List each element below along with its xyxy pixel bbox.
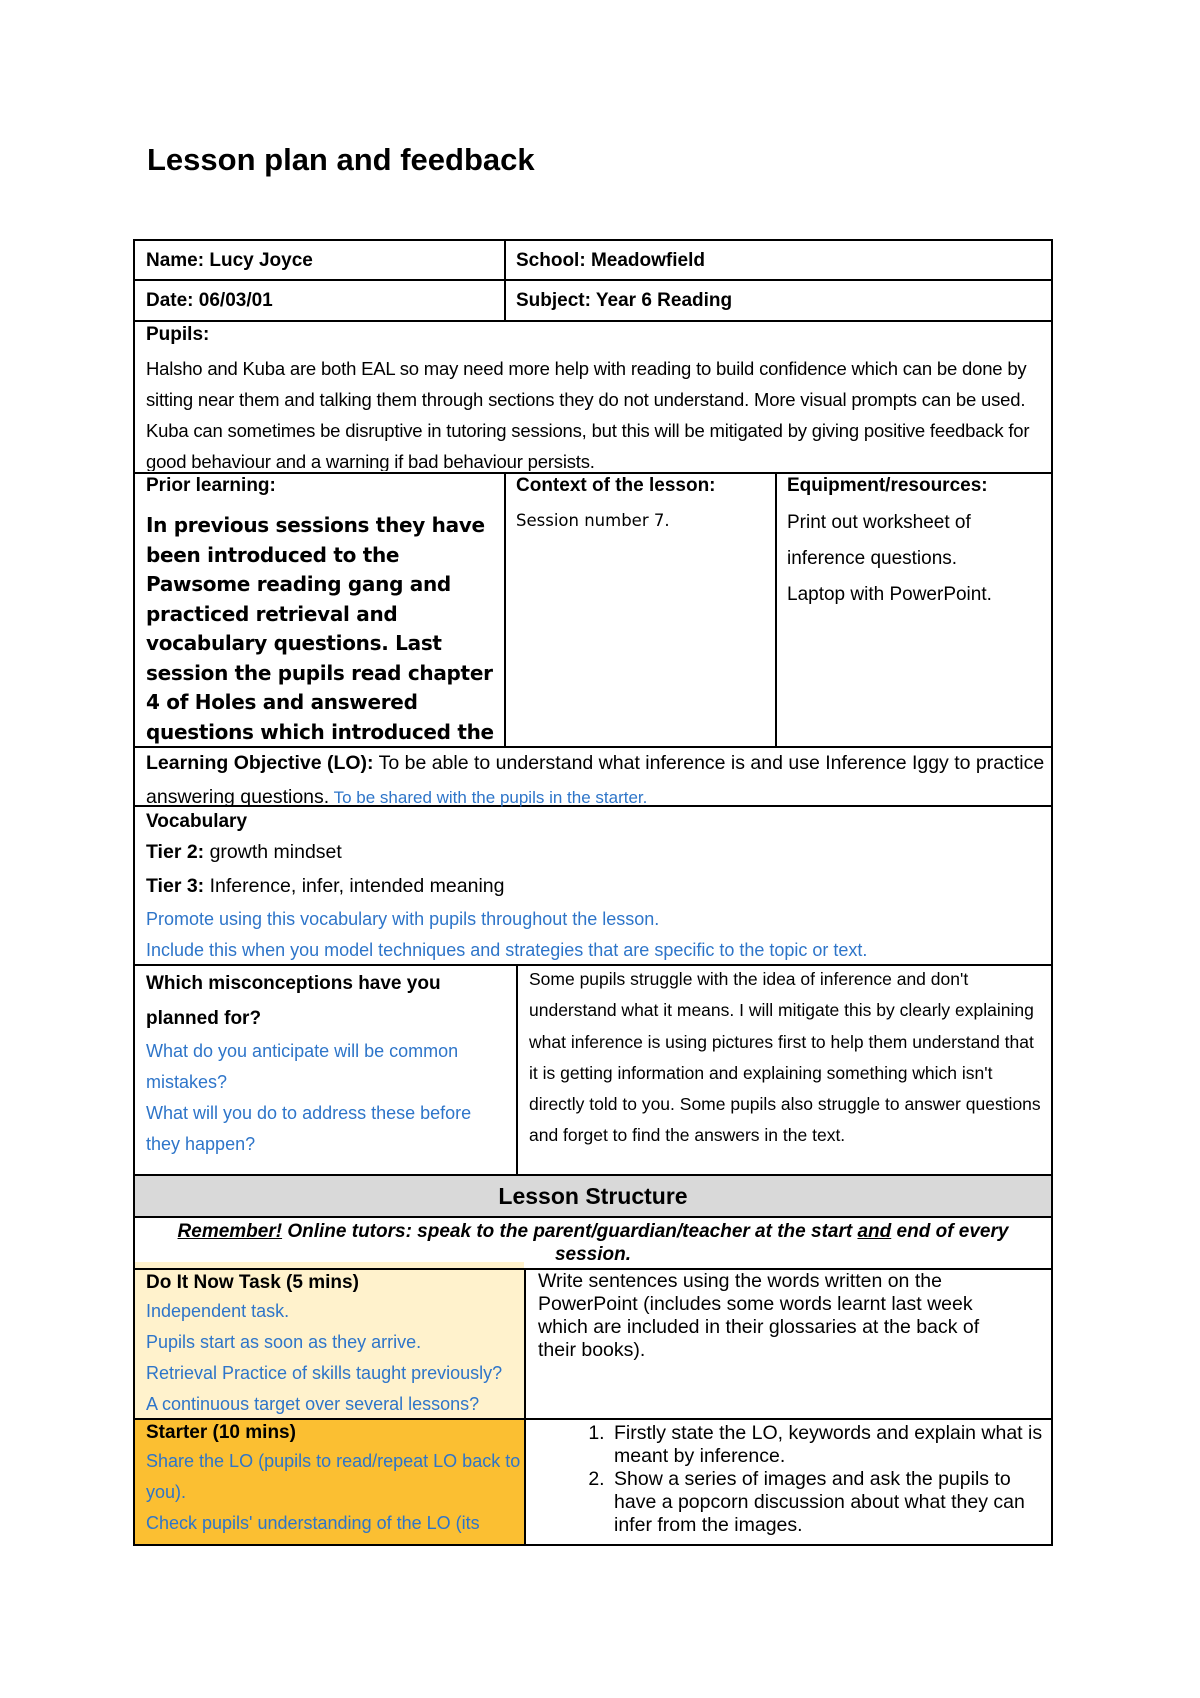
page-title: Lesson plan and feedback	[147, 142, 535, 177]
equipment-worksheet: Print out worksheet of inference questions.	[787, 512, 971, 569]
equipment-laptop: Laptop with PowerPoint.	[787, 584, 992, 605]
pupils-label: Pupils:	[146, 324, 210, 345]
equipment-text	[787, 505, 1047, 613]
tier3-line	[146, 869, 1046, 903]
tier2-line	[146, 835, 1046, 869]
context-label: Context of the lesson:	[516, 475, 716, 496]
remember-label: Remember!	[177, 1221, 283, 1242]
starter-step: 1. Firstly state the LO, keywords and explain what is meant by inference.	[610, 1422, 1050, 1468]
equipment-label: Equipment/resources:	[787, 475, 988, 496]
learning-objective	[146, 746, 1046, 815]
lo-text: To be able to understand what inference is and use Inference Iggy to practice answering questions.	[146, 752, 1045, 808]
remember-text-b: end of every session.	[554, 1221, 1009, 1265]
tier2-label: Tier 2:	[146, 841, 205, 863]
do-it-now-item: A continuous target over several lessons?	[146, 1394, 480, 1414]
starter-cell	[146, 1420, 522, 1544]
name-field: Name: Lucy Joyce	[146, 250, 313, 271]
lo-label: Learning Objective (LO):	[146, 752, 374, 774]
misconceptions-prompt	[146, 966, 506, 1160]
lo-note: To be shared with the pupils in the starter.	[329, 788, 648, 807]
starter-label: Starter (10 mins)	[146, 1422, 296, 1443]
remember-text-a: Online tutors: speak to the parent/guardian/teacher at the start	[282, 1221, 858, 1242]
vocabulary-note-1: Promote using this vocabulary with pupils throughout the lesson.	[146, 909, 660, 929]
date-field: Date: 06/03/01	[146, 290, 273, 311]
lesson-structure-heading: Lesson Structure	[498, 1183, 688, 1209]
do-it-now-item: Retrieval Practice of skills taught previously?	[146, 1363, 503, 1383]
vocabulary-label: Vocabulary	[146, 811, 248, 832]
misconceptions-prompt-2: What will you do to address these before they happen?	[146, 1103, 472, 1154]
starter-step: 2. Show a series of images and ask the pupils to have a popcorn discussion about what they can infer from the images.	[610, 1468, 1050, 1537]
pupils-text: Halsho and Kuba are both EAL so may need more help with reading to build confidence which can be done by sitting near them and talking them through sections they do not understand. More visual prompts can be used. Kuba can sometimes be disruptive in tutoring sessions, but this will be mitigated by giving positive feedback for good behaviour and a warning if bad behaviour persists.	[146, 358, 1030, 471]
vocabulary-section	[146, 809, 1046, 965]
remember-and: and	[857, 1221, 892, 1242]
starter-item: Share the LO (pupils to read/repeat LO back to you).	[146, 1451, 521, 1502]
starter-item: Check pupils' understanding of the LO (its	[146, 1513, 480, 1533]
misconceptions-prompt-1: What do you anticipate will be common mistakes?	[146, 1041, 459, 1092]
tier2-text: growth mindset	[204, 841, 342, 863]
do-it-now-item: Independent task.	[146, 1301, 290, 1321]
do-it-now-label: Do It Now Task (5 mins)	[146, 1272, 359, 1293]
misconceptions-text: Some pupils struggle with the idea of inference and don't understand what it means. I will mitigate this by clearly explaining what inference is using pictures first to help them understand that it is getting information and explaining something which isn't directly told to you. Some pupils also struggle to answer questions and forget to find the answers in the text.	[529, 969, 1041, 1146]
remember-note	[140, 1220, 1046, 1266]
vocabulary-note-2: Include this when you model techniques and strategies that are specific to the topic or text.	[146, 940, 868, 960]
prior-learning-label: Prior learning:	[146, 475, 276, 496]
tier3-text: Inference, infer, intended meaning	[204, 875, 505, 897]
subject-field: Subject: Year 6 Reading	[516, 290, 733, 311]
starter-steps	[572, 1422, 1050, 1537]
context-text: Session number 7.	[516, 511, 670, 530]
tier3-label: Tier 3:	[146, 875, 205, 897]
do-it-now-item: Pupils start as soon as they arrive.	[146, 1332, 422, 1352]
do-it-now-text: Write sentences using the words written on the PowerPoint (includes some words learnt last week which are included in their glossaries at the back of their books).	[538, 1270, 980, 1361]
do-it-now-cell	[146, 1270, 522, 1418]
prior-learning-text: In previous sessions they have been introduced to the Pawsome reading gang and practiced retrieval and vocabulary questions. Last session the pupils read chapter 4 of Holes and answered questions which introduced the	[146, 513, 494, 744]
school-field: School: Meadowfield	[516, 250, 705, 271]
misconceptions-label: Which misconceptions have you planned for?	[146, 973, 441, 1029]
